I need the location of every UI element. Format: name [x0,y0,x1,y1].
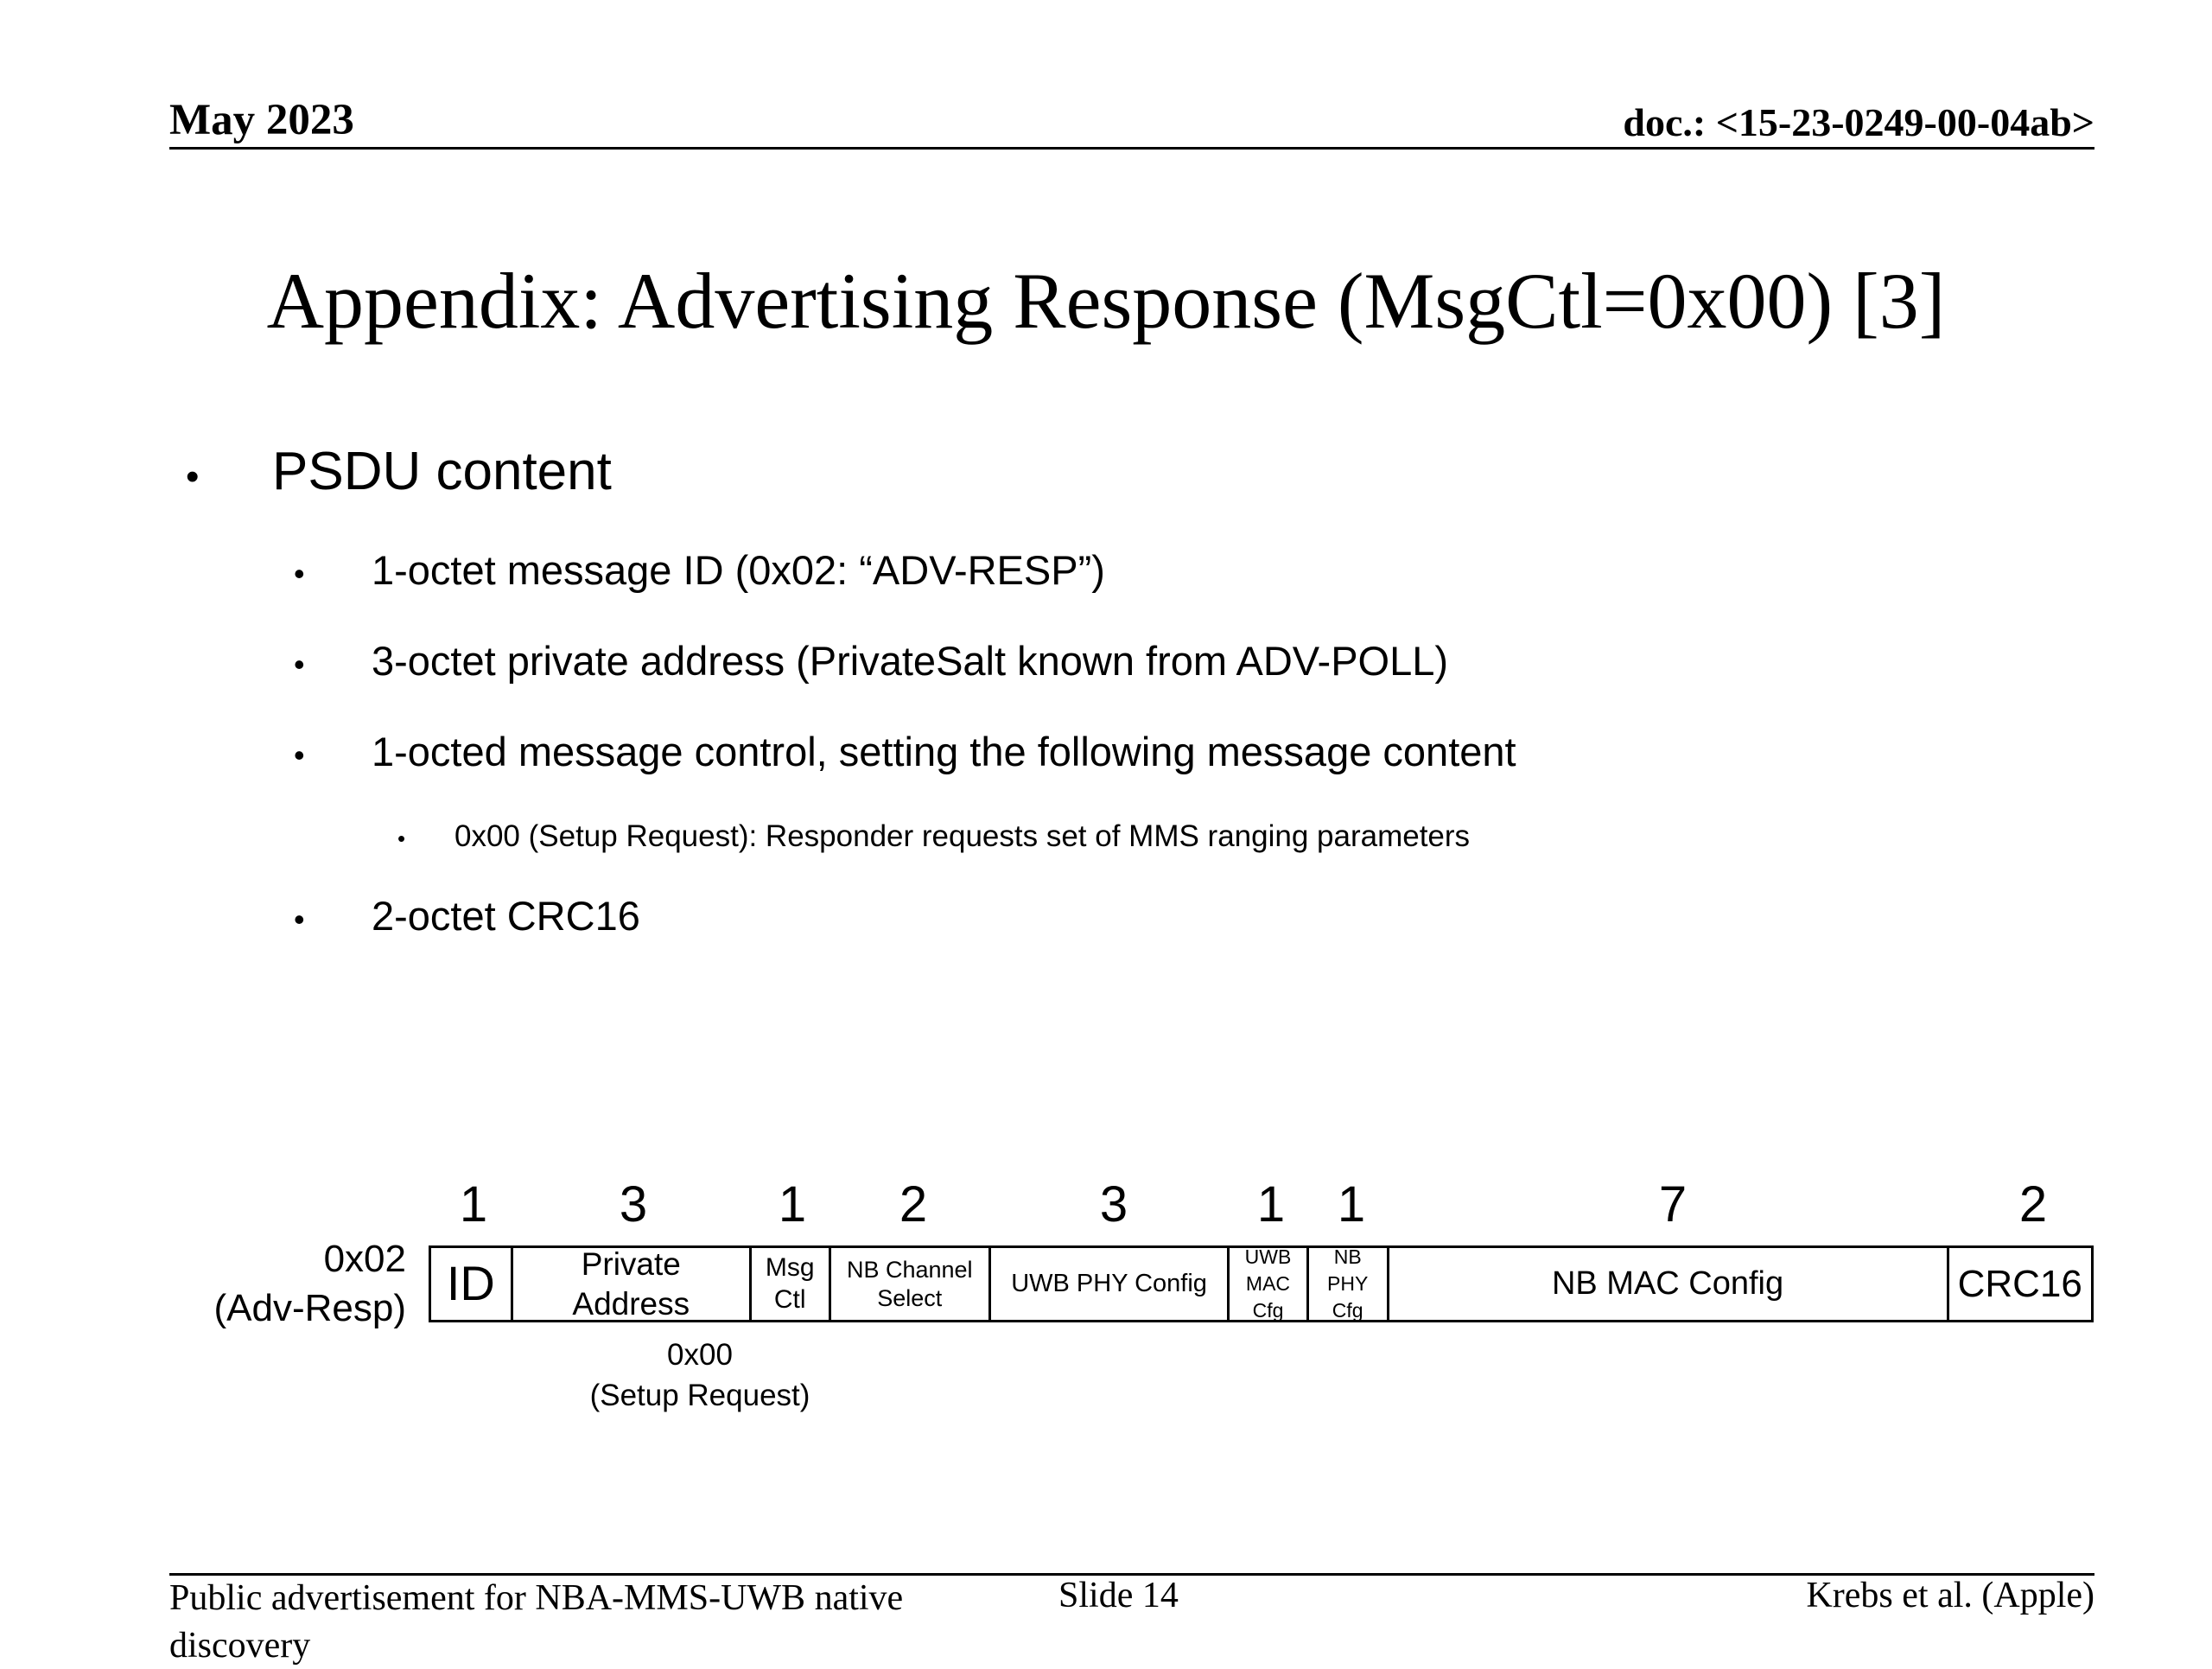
bullet-item [294,546,1105,594]
bullet-item [294,892,640,940]
field-msg-ctl [752,1248,831,1320]
bullet-item-text: 2-octet CRC16 [372,893,640,939]
octet-count: 1 [778,1176,807,1233]
bullet-dot: • [294,556,305,591]
bullet-dot: • [186,455,200,498]
bullet-main [186,441,612,502]
bullet-item [294,728,1516,775]
field-private-address [513,1248,752,1320]
octet-count: 1 [459,1176,488,1233]
msgctl-value-note: 0x00 (Setup Request) [589,1338,810,1412]
footer-author: Krebs et al. (Apple) [1806,1576,2094,1615]
field-label: CRC16 [1957,1262,2082,1305]
field-label: UWB PHY Config [1011,1269,1207,1297]
field-label: NB PHY Cfg [1327,1245,1369,1322]
header-divider [169,147,2094,150]
slide-title: Appendix: Advertising Response (MsgCtl=0x00) [3] [266,257,1946,345]
field-id [431,1248,513,1320]
octet-count: 2 [2018,1176,2048,1233]
header-doc-id: doc.: <15-23-0249-00-04ab> [1623,100,2094,144]
field-label: UWB MAC Cfg [1244,1245,1292,1322]
field-uwb-mac-cfg [1230,1245,1309,1322]
octet-count: 7 [1658,1176,1688,1233]
bullet-item-text: 1-octet message ID (0x02: “ADV-RESP”) [372,547,1105,593]
field-label: ID [446,1256,495,1311]
bullet-item-text: 1-octed message control, setting the following message content [372,729,1516,774]
field-label: NB Channel Select [846,1256,973,1311]
octet-count: 1 [1256,1176,1286,1233]
octet-count: 3 [619,1176,648,1233]
field-nb-phy-cfg [1309,1245,1389,1322]
bullet-dot: • [294,901,305,937]
bullet-item-text: 3-octet private address (PrivateSalt known from ADV-POLL) [372,638,1449,684]
field-nb-channel-select [831,1248,991,1320]
footer-slide-number: Slide 14 [1058,1576,1179,1615]
field-crc16 [1949,1248,2091,1320]
frame-format-diagram [429,1245,2094,1322]
bullet-subitem-text: 0x00 (Setup Request): Responder requests set of MMS ranging parameters [454,819,1471,853]
bullet-main-text: PSDU content [272,442,612,501]
frame-row-label: 0x02 (Adv-Resp) [213,1238,406,1330]
bullet-dot: • [294,737,305,773]
field-label: Msg Ctl [765,1252,815,1314]
bullet-item [294,637,1448,685]
footer-left-text: Public advertisement for NBA-MMS-UWB native discovery [169,1578,904,1666]
field-uwb-phy-config [991,1248,1230,1320]
bullet-subitem [397,819,1470,854]
bullet-dot: • [294,647,305,682]
field-nb-mac-config [1389,1248,1949,1320]
octet-count: 1 [1337,1176,1366,1233]
octet-count: 2 [899,1176,928,1233]
field-label: Private Address [572,1246,690,1322]
bullet-dot: • [397,825,406,851]
field-label: NB MAC Config [1551,1265,1784,1303]
octet-count: 3 [1099,1176,1128,1233]
header-date: May 2023 [169,96,354,144]
